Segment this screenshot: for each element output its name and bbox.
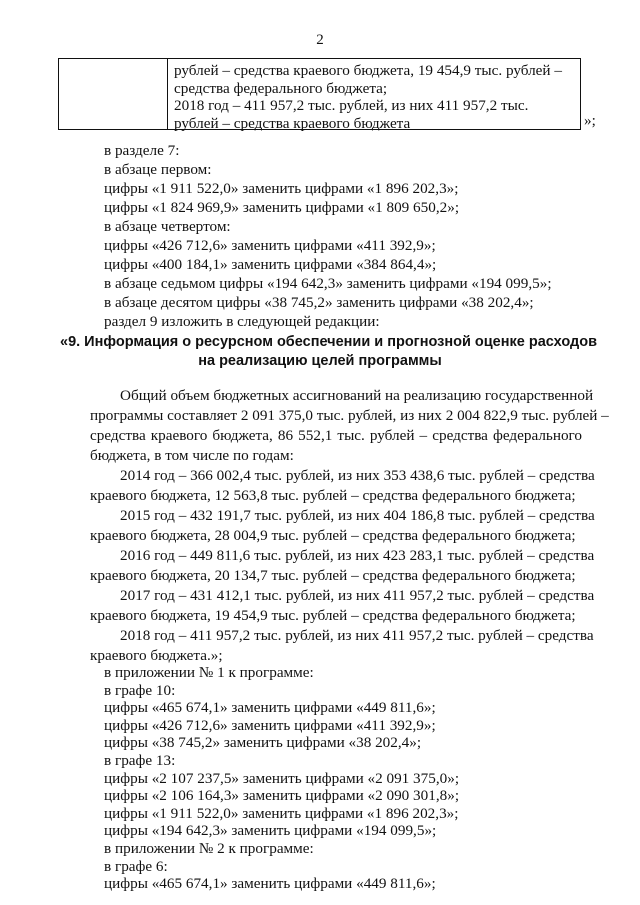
body-line: бюджета, в том числе по годам: [90,447,294,464]
appendix-line: цифры «194 642,3» заменить цифрами «194 099,5»; [104,822,437,840]
body-line: краевого бюджета, 28 004,9 тыс. рублей – средства федерального бюджета; [90,527,576,544]
body-line: средства краевого бюджета, 86 552,1 тыс. рублей – средства федерального [90,427,582,444]
appendix-line: цифры «426 712,6» заменить цифрами «411 392,9»; [104,716,436,734]
section7-line: раздел 9 изложить в следующей редакции: [104,313,380,330]
section7-line: цифры «426 712,6» заменить цифрами «411 392,9»; [104,237,436,254]
section-heading: на реализацию целей программы [198,353,442,369]
body-line: 2014 год – 366 002,4 тыс. рублей, из них 353 438,6 тыс. рублей – средства [120,467,595,484]
appendix-line: в приложении № 2 к программе: [104,840,314,857]
body-line: 2018 год – 411 957,2 тыс. рублей, из них 411 957,2 тыс. рублей – средства [120,627,594,644]
appendix-line: цифры «1 911 522,0» заменить цифрами «1 896 202,3»; [104,804,459,822]
appendix-line: цифры «465 674,1» заменить цифрами «449 811,6»; [104,699,436,717]
section7-line: цифры «1 824 969,9» заменить цифрами «1 809 650,2»; [104,199,460,216]
table-cell [174,62,574,132]
appendix-line: цифры «38 745,2» заменить цифрами «38 202,4»; [104,734,422,752]
table-closing-quote: »; [584,112,596,129]
body-line: 2016 год – 449 811,6 тыс. рублей, из них 423 283,1 тыс. рублей – средства [120,547,595,564]
body-line: программы составляет 2 091 375,0 тыс. рублей, из них 2 004 822,9 тыс. рублей – [90,407,609,424]
section7-line: в абзаце четвертом: [104,218,231,235]
appendix-line: в графе 6: [104,857,168,875]
section7-line: в абзаце десятом цифры «38 745,2» заменить цифрами «38 202,4»; [104,294,534,311]
table-column-divider [167,59,168,129]
section7-line: цифры «1 911 522,0» заменить цифрами «1 896 202,3»; [104,180,459,197]
appendix-line: цифры «2 106 164,3» заменить цифрами «2 090 301,8»; [104,787,460,805]
body-line: 2017 год – 431 412,1 тыс. рублей, из них 411 957,2 тыс. рублей – средства [120,587,595,604]
section7-line: в абзаце первом: [104,161,212,178]
section-heading: «9. Информация о ресурсном обеспечении и прогнозной оценке расходов [60,334,597,350]
body-line: краевого бюджета.»; [90,647,223,664]
appendix-line: в графе 10: [104,681,176,699]
appendix-line: цифры «465 674,1» заменить цифрами «449 811,6»; [104,875,436,893]
section7-line: в абзаце седьмом цифры «194 642,3» заменить цифрами «194 099,5»; [104,275,552,292]
body-line: Общий объем бюджетных ассигнований на реализацию государственной [120,387,594,404]
appendix-line: в графе 13: [104,752,176,769]
appendix-line: в приложении № 1 к программе: [104,664,314,681]
body-line: 2015 год – 432 191,7 тыс. рублей, из них 404 186,8 тыс. рублей – средства [120,507,595,524]
body-line: краевого бюджета, 12 563,8 тыс. рублей – средства федерального бюджета; [90,487,576,504]
page-number: 2 [316,32,324,48]
section7-line: цифры «400 184,1» заменить цифрами «384 864,4»; [104,256,437,273]
table-cell-line: 2018 год – 411 957,2 тыс. рублей, из них 411 957,2 тыс. [174,97,529,114]
appendix-line: цифры «2 107 237,5» заменить цифрами «2 091 375,0»; [104,769,460,787]
table-cell-line: рублей – средства краевого бюджета, 19 454,9 тыс. рублей – [174,62,562,79]
continuation-table [58,58,581,130]
table-cell-line: средства федерального бюджета; [174,79,388,97]
body-line: краевого бюджета, 20 134,7 тыс. рублей – средства федерального бюджета; [90,567,576,584]
table-cell-line: рублей – средства краевого бюджета [174,114,411,132]
body-line: краевого бюджета, 19 454,9 тыс. рублей – средства федерального бюджета; [90,607,576,624]
section7-line: в разделе 7: [104,142,180,159]
